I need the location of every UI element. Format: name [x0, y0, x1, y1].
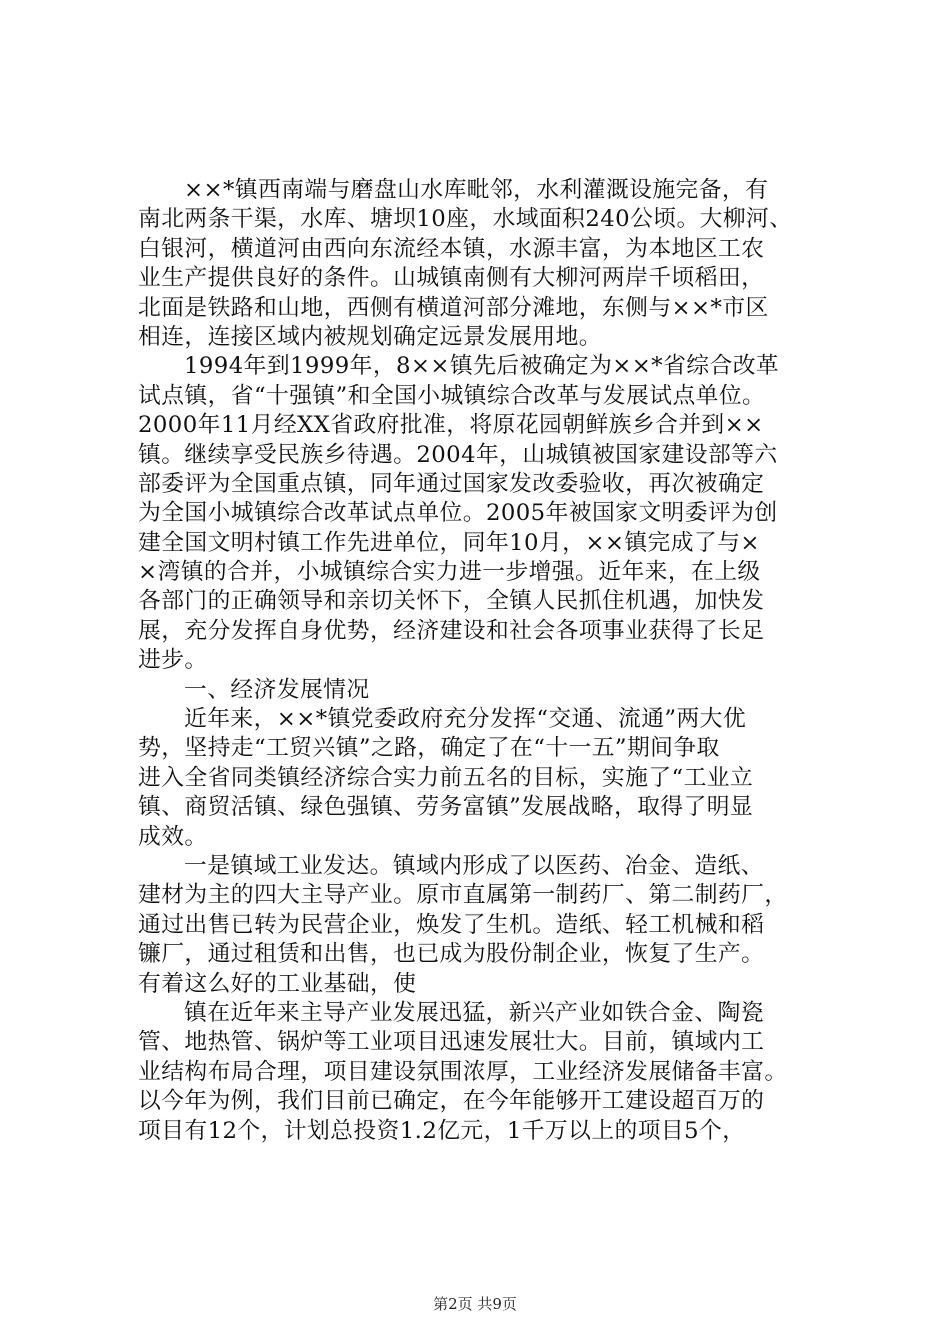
section-heading: 一、经济发展情况: [184, 676, 370, 703]
paragraph-line: 镰厂，通过租赁和出售，也已成为股份制企业，恢复了生产。: [138, 941, 765, 968]
paragraph-line: 业生产提供良好的条件。山城镇南侧有大柳河两岸千顷稻田，: [138, 265, 765, 292]
paragraph-line: 白银河，横道河由西向东流经本镇，水源丰富，为本地区工农: [138, 235, 765, 262]
paragraph-line: 建全国文明村镇工作先进单位，同年10月，××镇完成了与×: [138, 529, 760, 556]
paragraph-line: 业结构布局合理，项目建设氛围浓厚，工业经济发展储备丰富。: [138, 1058, 788, 1085]
paragraph-line: 各部门的正确领导和亲切关怀下，全镇人民抓住机遇，加快发: [138, 588, 765, 615]
paragraph-line: 以今年为例，我们目前已确定，在今年能够开工建设超百万的: [138, 1088, 765, 1115]
paragraph-line: 有着这么好的工业基础，使: [138, 970, 417, 997]
paragraph-line: 建材为主的四大主导产业。原市直属第一制药厂、第二制药厂，: [138, 882, 788, 909]
paragraph-line: 近年来，××*镇党委政府充分发挥“交通、流通”两大优: [184, 706, 747, 733]
paragraph-line: 展，充分发挥自身优势，经济建设和社会各项事业获得了长足: [138, 617, 765, 644]
paragraph-line: 势，坚持走“工贸兴镇”之路，确定了在“十一五”期间争取: [138, 735, 720, 762]
paragraph-line: ×湾镇的合并，小城镇综合实力进一步增强。近年来，在上级: [138, 559, 761, 586]
paragraph-line: 镇、商贸活镇、绿色强镇、劳务富镇”发展战略，取得了明显: [138, 794, 754, 821]
document-body: [138, 176, 838, 1146]
paragraph-line: 北面是铁路和山地，西侧有横道河部分滩地，东侧与××*市区: [138, 294, 769, 321]
paragraph-line: 进入全省同类镇经济综合实力前五名的目标，实施了“工业立: [138, 764, 754, 791]
paragraph-line: 镇在近年来主导产业发展迅猛，新兴产业如铁合金、陶瓷: [184, 999, 764, 1026]
paragraph-line: 南北两条干渠，水库、塘坝10座，水域面积240公顷。大柳河、: [138, 206, 793, 233]
paragraph-line: 项目有12个，计划总投资1.2亿元，1千万以上的项目5个，: [138, 1117, 746, 1144]
paragraph-line: 一是镇域工业发达。镇域内形成了以医药、冶金、造纸、: [184, 852, 764, 879]
paragraph-line: 试点镇，省“十强镇”和全国小城镇综合改革与发展试点单位。: [138, 382, 766, 409]
paragraph-line: 部委评为全国重点镇，同年通过国家发改委验收，再次被确定: [138, 470, 765, 497]
paragraph-line: 成效。: [138, 823, 208, 850]
paragraph-line: 管、地热管、锅炉等工业项目迅速发展壮大。目前，镇域内工: [138, 1029, 765, 1056]
paragraph-line: ××*镇西南端与磨盘山水库毗邻，水利灌溉设施完备，有: [184, 177, 769, 203]
page-indicator: 第2页 共9页: [433, 1295, 517, 1313]
paragraph-line: 相连，连接区域内被规划确定远景发展用地。: [138, 323, 602, 350]
paragraph-line: 进步。: [138, 647, 208, 674]
page-footer: [0, 1294, 950, 1314]
paragraph-line: 为全国小城镇综合改革试点单位。2005年被国家文明委评为创: [138, 500, 778, 527]
paragraph-line: 2000年11月经XX省政府批准，将原花园朝鲜族乡合并到××: [138, 412, 764, 439]
paragraph-line: 1994年到1999年，8××镇先后被确定为××*省综合改革: [184, 353, 780, 380]
paragraph-line: 镇。继续享受民族乡待遇。2004年，山城镇被国家建设部等六: [138, 441, 778, 468]
paragraph-line: 通过出售已转为民营企业，焕发了生机。造纸、轻工机械和稻: [138, 911, 765, 938]
